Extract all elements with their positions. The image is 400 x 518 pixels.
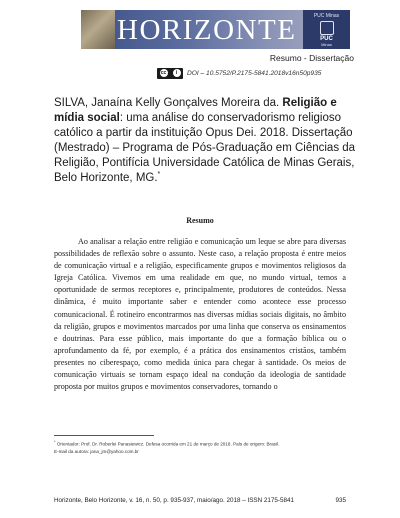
puc-minas-logo <box>303 10 350 49</box>
footnote-marker[interactable]: * <box>157 171 161 179</box>
footnote-divider <box>54 435 154 436</box>
doi-row <box>157 67 321 79</box>
banner-photo <box>81 10 115 49</box>
footnote-symbol: * <box>54 439 56 444</box>
citation-rest: : uma análise do conservadorismo religioso católico a partir da instituição Opus Dei. 2018. Dissertação (Mestrado) – Programa de Pós-Graduação em Ciências da Religião, Pontifícia Universidade Católica de Minas Gerais, Belo Horizonte, MG. <box>54 112 356 184</box>
puc-minas-small-label: PUC Minas <box>313 13 340 19</box>
attribution-symbol: i <box>173 69 181 77</box>
cc-symbol: cc <box>160 70 167 76</box>
citation-title: Religião e mídia social <box>54 97 337 124</box>
section-label: Resumo - Dissertação <box>269 53 354 63</box>
abstract-text: Ao analisar a relação entre religião e comunicação um leque se abre para diversas possibilidades de reflexão sobre o assunto. Neste caso, a relação proposta é entre meios de comunicação virtual e a religião, especificamente grupos e movimentos religiosos da Igreja Católica. Vivemos em uma realidade em que, no mundo virtual, temos a oportunidade de sermos receptores e, principalmente, produtores de conteúdos. Nessa dinâmica, é muito importante saber e entender como acontece esse processo comunicacional. É rotineiro encontrarmos nas diversas mídias sociais digitais, no âmbito da religião, grupos e movimentos marcados por uma linha que conserva os ensinamentos e doutrinas. Para esse público, mais importante do que a formação bíblica ou o aprofundamento da fé, por exemplo, é a prática dos ensinamentos cristãos, também presentes no ciberespaço, como medida única para chegar à santidade. Os meios de comunicação virtuais se tornam espaço ideal na condução da ideologia de santidade proposta por muitos grupos e movimentos conservadores, tornando o <box>54 237 346 392</box>
citation-authors: SILVA, Janaína Kelly Gonçalves Moreira da. <box>54 97 283 109</box>
footnote <box>54 438 354 455</box>
puc-crest-icon <box>320 21 334 35</box>
page-number: 935 <box>335 497 346 504</box>
footnote-advisor: Orientador: Prof. Dr. Roberlei Panasiewicz. Defesa ocorrida em 21 de março de 2018. País de origem: Brasil. <box>56 441 280 447</box>
bibliographic-citation <box>54 96 360 186</box>
journal-banner <box>81 10 350 49</box>
page-footer <box>54 497 346 504</box>
footer-citation: Horizonte, Belo Horizonte, v. 16, n. 50, p. 935-937, maio/ago. 2018 – ISSN 2175-5841 <box>54 497 295 504</box>
journal-title: HORIZONTE <box>117 14 297 46</box>
footnote-email[interactable]: E-mail da autora: jana_jm@yahoo.com.br <box>54 448 139 454</box>
minas-label: Minas <box>321 42 332 47</box>
abstract-heading: Resumo <box>186 216 214 225</box>
creative-commons-icon[interactable] <box>157 68 183 79</box>
doi-link[interactable]: DOI – 10.5752/P.2175-5841.2018v16n50p935 <box>187 69 322 77</box>
puc-label: PUC <box>320 36 333 42</box>
